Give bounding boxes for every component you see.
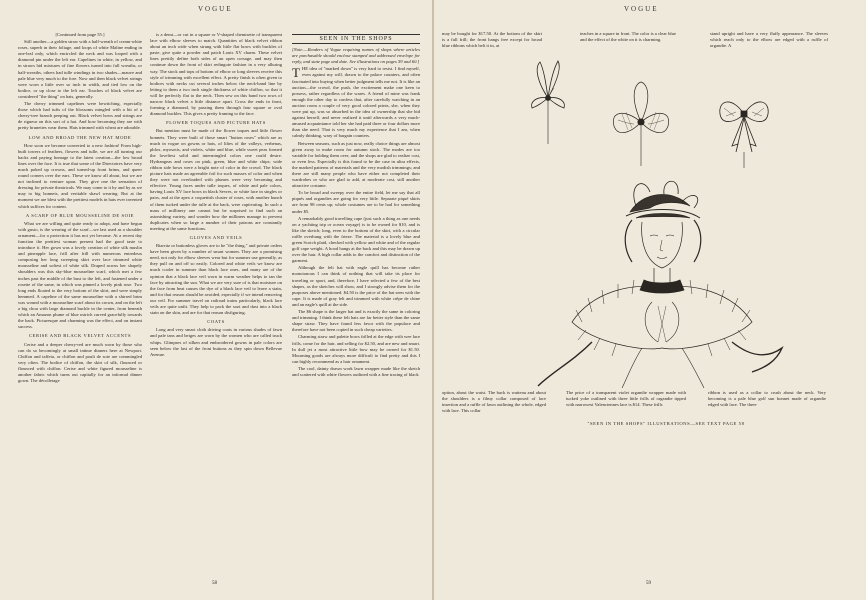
right-top-text-3: stand upright and have a very fluffy appearance. The sleeves which reach only to the elbow are edged with a ruffle of organdie. A — [710, 31, 828, 49]
section-heading: A SCARF OF BLUE MOUSSELINE DE SOIE — [25, 212, 135, 218]
paragraph: What we are willing and quite ready to adopt, and have begun with gusto, is the wearing of the scarf—we last used as a shoulder ornament—for a protection it has not yet become. At a recent day function the prettiest woman present had the good taste to introduce it. Her gown was a lovely creation of white silk muslin and pineapple lace, frill after frill with numerous entredeux composing her long sweeping skirt over lace trimmed white mousseline and softest of white silk. Draped across her shapely shoulders was this sky-blue mousseline scarf, which met a few inches past the middle of the bust to the left, and fastened under a rosette of the same, in which was pinned a lovely pink rose. Two long ends floated to the very bottom of the skirt, and were simply hemmed. A capeline of the same mousseline with a shirred brim was wound with a mousseline scarf about its crown, and on the left a big chou with large diamond buckle in the center, from beneath which an Amazon plume of blue ostrich curved gracefully towards the back. Picturesque and charming was the effect, and on instant success. — [18, 220, 142, 330]
paragraph: Although the felt hat with eagle quill has become rather monotonous I can think of nothing that will take its place for traveling or sport, and, therefore, I have selected a few of the best shapes, as the sketches will show, and I strongly advise them for the purposes above mentioned. $4.50 is the price of the hat seen with the cape. It is made of gray felt and trimmed with white crêpe de chine and an eagle's quill at the side. — [292, 265, 420, 307]
section-heading: CERISE AND BLACK VELVET ACCENTS — [28, 333, 132, 339]
editor-note: [Note.—Readers of Vogue requiring names of shops where articles are purchasable should enclose stamped and addressed envelope for reply, and state page and date. See illustrations on pages 59 and 60.] — [292, 47, 420, 65]
paragraph: Long and very smart cloth driving coats in various shades of fawn and pale tans and beiges are worn by the women who are called truck whips. Glimpses of silken and embroidered gowns in pale colors are seen below the last of the front buttons as they spin down Bellevue Avenue. — [150, 327, 282, 357]
right-bottom-text-2: The price of a transparent violet organdie wrapper made with tucked yoke outlined with three little frills of organdie tipped with narrowest Valenciennes lace is $14. These frills — [566, 390, 686, 408]
right-page-number: 59 — [646, 581, 651, 586]
paragraph: To be broad and sweepy over the entire field, let me say that all piqués and organdies are going for very little. Separate piqué skirts are from 98 cents up; whole costumes are to be had for something under $5. — [292, 190, 420, 214]
right-top-text-2: teaches in a square in front. The color is a clear blue and the effect of the white on it is charming. — [580, 31, 676, 43]
continued-note: [Continued from page 55.] — [55, 32, 105, 37]
left-column-2 — [150, 32, 282, 442]
left-page-number: 58 — [212, 581, 217, 586]
paragraph: A remarkably good travelling cape (just such a thing as one needs on a yachting trip or ocean voyage) is to be owned for $10, and is like the sketch; long, even to the bottom of the skirt, with a circular ruffle overhung with the frieze. The material is a lovely blue and green Scotch plaid, checked with yellow and white and of the regular golf cape weight. A hood hangs at the back and this may be drawn up over the hair. A high collar adds to the comfort and distinction of the garment. — [292, 215, 420, 264]
paragraph: Still another—a golden straw with a half-wreath of cream-white roses, superb in their foliage, and loops of white Maline ending in one-leaf only, which encircled the neck and was looped with a diamond pin under the left ear. Capelines in white, in yellow, and in straws hid mixtures of fine flowers turned into full wreaths, or half-wreaths, others had tulle windings in two shades—mauve and pale blue very much to the fore. Now and then black velvet strings were worn a little over so inch in width, and tied low on the bodice, or up close to the left ear. Touches of black velvet are considered "the thing" on hats, generally. — [18, 39, 142, 99]
paragraph: But mention must be made of the flower toques and little flower bonnets. They were built of those smart "button roses" which are as much in vogue on gowns or hats, of lilies of the valleys, verbenas, phlox, myosotis, and violets, white and blue, while sweet peas formed the loveliest solid and intermingled colors one could desire. Hydrangeas and roses on pink, green, blue and white chips; wide ribbon side bows were a bright note of color in the crowd. The black picture hats made an agreeable foil for such masses of color and when they were not overloaded with plumes were very becoming and effective. Young faces under tulle toques, of white and pale colors, having Louis XV lace bows in black Sevres, or white lace in singles or pairs, and at the apex a coquettish cluster of roses, with another bunch of them tucked under the tulle at the back, were captivating. In such a mass of millinery one cannot but be surprised to find such an astonishing variety, and wonder how the milliners manage to prevent duplicates when so large a number of their patrons are constantly meeting at the same functions. — [150, 128, 282, 231]
section-heading: COATS — [207, 319, 225, 325]
seen-in-shops-title: SEEN IN THE SHOPS — [292, 34, 420, 44]
jet-bow-illustration — [604, 78, 678, 168]
paragraph: HE idea of "marked down" is very hard to resist. I find myself, even against my will, drawn to the palace counters, and often fascinated into buying when better judgment tells me not. It is like an auction—the crowd, the push, the excitement make one keen to possess, rather regardless of the wares. A friend of mine was frank enough the other day to confess that, after carefully watching in an auction room a couple of very good colored prints, she, when they were put up, was so absorbed in the idea of ownership that she bid against herself, and never realized it until afterwards a very much-amused acquaintance told her she had paid three or four dollars more than she need. That is very much my experience that I am, when calmly thinking, wary of bargain counters. — [292, 66, 420, 139]
hair-bow-illustration — [528, 58, 568, 146]
woman-with-boa-illustration — [532, 172, 792, 390]
section-heading: LOW AND BROAD THE NEW HAT MODE — [28, 134, 132, 140]
paragraph: The cherry trimmed capelines were bewitching, especially those which had tufts of the blossoms mingled with a bit of a cherry-tree branch peeping out. Black velvet bows and strings are de rigueur on this sort of a hat. And how becoming they are with pretty brunettes wear them. Hats trimmed with wheat are adorable. — [18, 101, 142, 131]
paragraph: Biarritz or buttonless gloves are to be "the thing," and private orders have been given by a number of smart women. They are a promising need, not only for elbow sleeves wear but for summer use generally, as they pull on and off so easily. Colored and white veils we know are much cooler in summer than black lace ones, and many are of the opinion that a black lace veil worn in warm weather helps to tan the face by attracting the sun. What we are very sure of is that moisture on the face from heat causes the dye of a black lace veil to leave a stain, and for that reason should be avoided, especially if we intend removing our veil. For summer travel on railroad trains particularly, black lace veils are quite unfit. They help to pack the soot and dust into a black stain on the skin, and are for that reason disfiguring. — [150, 243, 282, 316]
section-heading: FLOWER TOQUES AND PICTURE HATS — [166, 120, 266, 126]
ribbon-bow-illustration — [714, 86, 774, 170]
paragraph: Cerise and a deeper cherry-red are much worn by those who can do so becomingly at small intime dinners here at Newport. Chiffon and taffeta, or chiffon and poult de soie are commingled very often. The bodice of chiffon, the skirt of silk, flounced or flounced with chiffon. Cerise and white figured mousseline is another fabric which turns out capitally for an informal dinner gown. The décolletage — [18, 341, 142, 384]
left-column-3 — [292, 34, 420, 444]
illustrations-credit: "SEEN IN THE SHOPS" ILLUSTRATIONS—SEE TEXT PAGE 58 — [587, 421, 745, 426]
paragraph: Between seasons, such as just now, really choice things are almost given away to make room for autumn stock. The modes are too variable for holding them over, and the shops are glad to realize cost, or even less. Especially is this found to be the case in ultra effects, the marked patterns of materials and the very modish trimmings; and there are still many people who have either not completed their wardrobes or who are glad to add, at moderate cost, still another attractive costume. — [292, 140, 420, 189]
drop-cap: T — [292, 65, 300, 81]
left-column-1 — [18, 32, 142, 442]
right-bottom-text-3: ribbon is used as a collar to crush about the neck. Very becoming is a pale blue golf sun bonnet made of organdie edged with lace. The three — [708, 390, 826, 408]
section-heading: GLOVES AND VEILS — [189, 235, 243, 240]
right-top-text-1: may be bought for $17.50. At the bottom of the skirt is a full frill; the front hangs free except for broad blue ribbons which belt it in, at — [442, 31, 542, 49]
paragraph: is a demi—or cut in a square or V-shaped chemisette of transparent lace with elbow sleeves to match. Quantities of black velvet ribbon about an inch wide when strung with little flat bows with buckles of paste, give quite a powder and patch Louis XV charm. These velvet lines prettily define both sides of an open corsage, and may then continue down the front of skirt redingote fashion in a very alluring way. The stock and tops of bottom of elbow or long sleeves receive this style of trimming with excellent effect. A pretty finish is often given to bodices with necks cut several inches below the neck-band line by letting to them a two inch single thickness of white chiffon, so that it will lie perfectly flat to the neck. Then sew on this band two rows of narrow black velvet a little distance apart. Cross the ends in front, forming a diamond, by passing them through four square or oval diamond buckles. This gives a pretty framing to the face. — [150, 32, 282, 117]
left-masthead: VOGUE — [198, 5, 233, 13]
right-bottom-text-1: option, about the waist. The back is watteau and about the shoulders is a filmy collar composed of lace insertion and a ruffle of lawn outlining the whole, edged with lace. This collar — [442, 390, 546, 414]
paragraph: How soon we become converted to a new fashion! From high-built towers of feathers, flowers and tulle, we are all turning our backs and paying homage to the latest creation—the low broad lines over the face. It is true that some of the Directoires have very much poked up crowns, and turned-up front brims, and queer round corners over the ears. These we know all about, but we are not inclined to venture upon. They give one the sensation of dressing for private theatricals. We may come to it by and by as we may to big bonnets, and veritable shawl wearing. But at the moment we are blest with the prettiest models in hats ever invented which suffices for content. — [18, 142, 142, 209]
left-page — [0, 0, 432, 600]
paragraph: Charming straw and palette bows frilled at the edge with wee lace frills, come for the hair, and selling for $2.50, and are new and smart. In dull jet a most attractive little bow may be owned for $1.50. Mourning goods are always more difficult to find pretty and this I can highly recommend as a hair ornament. — [292, 334, 420, 364]
paragraph: The $6 shape is the larger hat and is exactly the same in coloring and trimming. I think these felt hats are far better style than the same shape straw. They have found less favor with the populace and therefore have not been copied in such cheap varieties. — [292, 309, 420, 333]
paragraph: The cool, dainty drawn work lawn wrapper made like the sketch and scattered with white flowers outlined with a fine tracing of black — [292, 365, 420, 377]
right-masthead: VOGUE — [624, 5, 659, 13]
